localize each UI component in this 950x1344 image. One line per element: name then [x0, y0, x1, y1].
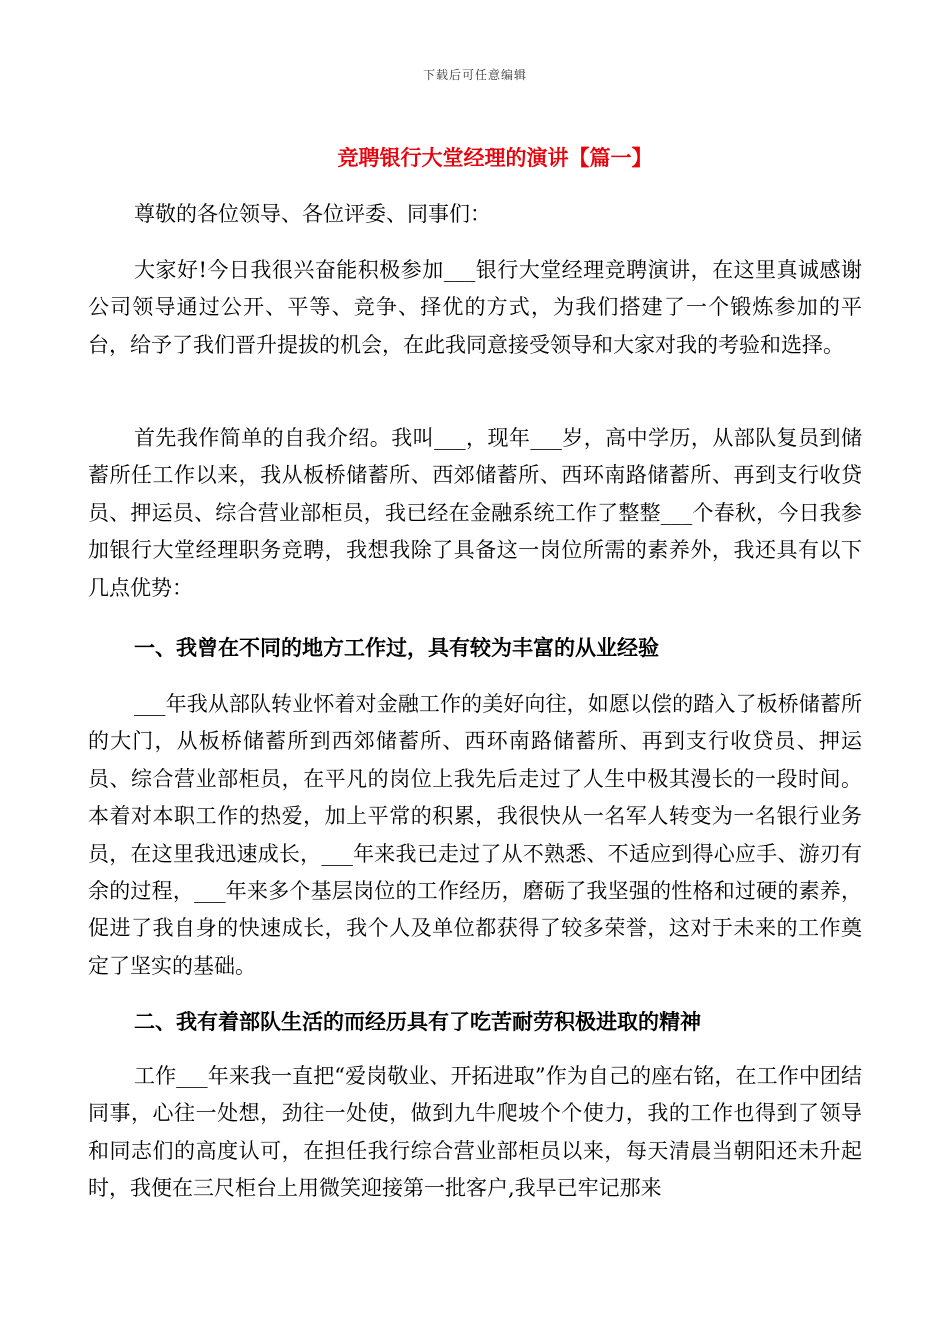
paragraph-military: 工作___年来我一直把“爱岗敬业、开拓进取”作为自己的座右铭，在工作中团结同事，心往一处想，劲往一处使，做到九牛爬坡个个使力，我的工作也得到了领导和同志们的高度认可，在担任我行综合营业部柜员以来，每天清晨当朝阳还未升起时，我便在三尺柜台上用微笑迎接第一批客户,我早已牢记那来 [88, 1064, 862, 1201]
section-heading-two: 二、我有着部队生活的而经历具有了吃苦耐劳积极进取的精神 [134, 1009, 701, 1034]
paragraph-self-intro: 首先我作简单的自我介绍。我叫___，现年___岁，高中学历，从部队复员到储蓄所任工作以来，我从板桥储蓄所、西郊储蓄所、西环南路储蓄所、再到支行收贷员、押运员、综合营业部柜员，我已经在金融系统工作了整整___个春秋，今日我参加银行大堂经理职务竞聘，我想我除了具备这一岗位所需的素养外，我还具有以下几点优势： [88, 426, 862, 600]
page-header-note: 下载后可任意编辑 [422, 68, 527, 82]
paragraph-experience: ___年我从部队转业怀着对金融工作的美好向往，如愿以偿的踏入了板桥储蓄所的大门，从板桥储蓄所到西郊储蓄所、西环南路储蓄所、再到支行收贷员、押运员、综合营业部柜员，在平凡的岗位上我先后走过了人生中极其漫长的一段时间。本着对本职工作的热爱，加上平常的积累，我很快从一名军人转变为一名银行业务员，在这里我迅速成长，___年来我已走过了从不熟悉、不适应到得心应手、游刃有余的过程，___年来多个基层岗位的工作经历，磨砺了我坚强的性格和过硬的素养，促进了我自身的快速成长，我个人及单位都获得了较多荣誉，这对于未来的工作奠定了坚实的基础。 [88, 692, 862, 978]
paragraph-intro: 大家好!今日我很兴奋能积极参加___银行大堂经理竞聘演讲，在这里真诚感谢公司领导通过公开、平等、竞争、择优的方式，为我们搭建了一个锻炼参加的平台，给予了我们晋升提拔的机会，在此我同意接受领导和大家对我的考验和选择。 [88, 258, 862, 357]
section-heading-one: 一、我曾在不同的地方工作过，具有较为丰富的从业经验 [134, 635, 659, 660]
document-title: 竞聘银行大堂经理的演讲【篇一】 [337, 145, 653, 170]
greeting: 尊敬的各位领导、各位评委、同事们： [134, 202, 491, 226]
